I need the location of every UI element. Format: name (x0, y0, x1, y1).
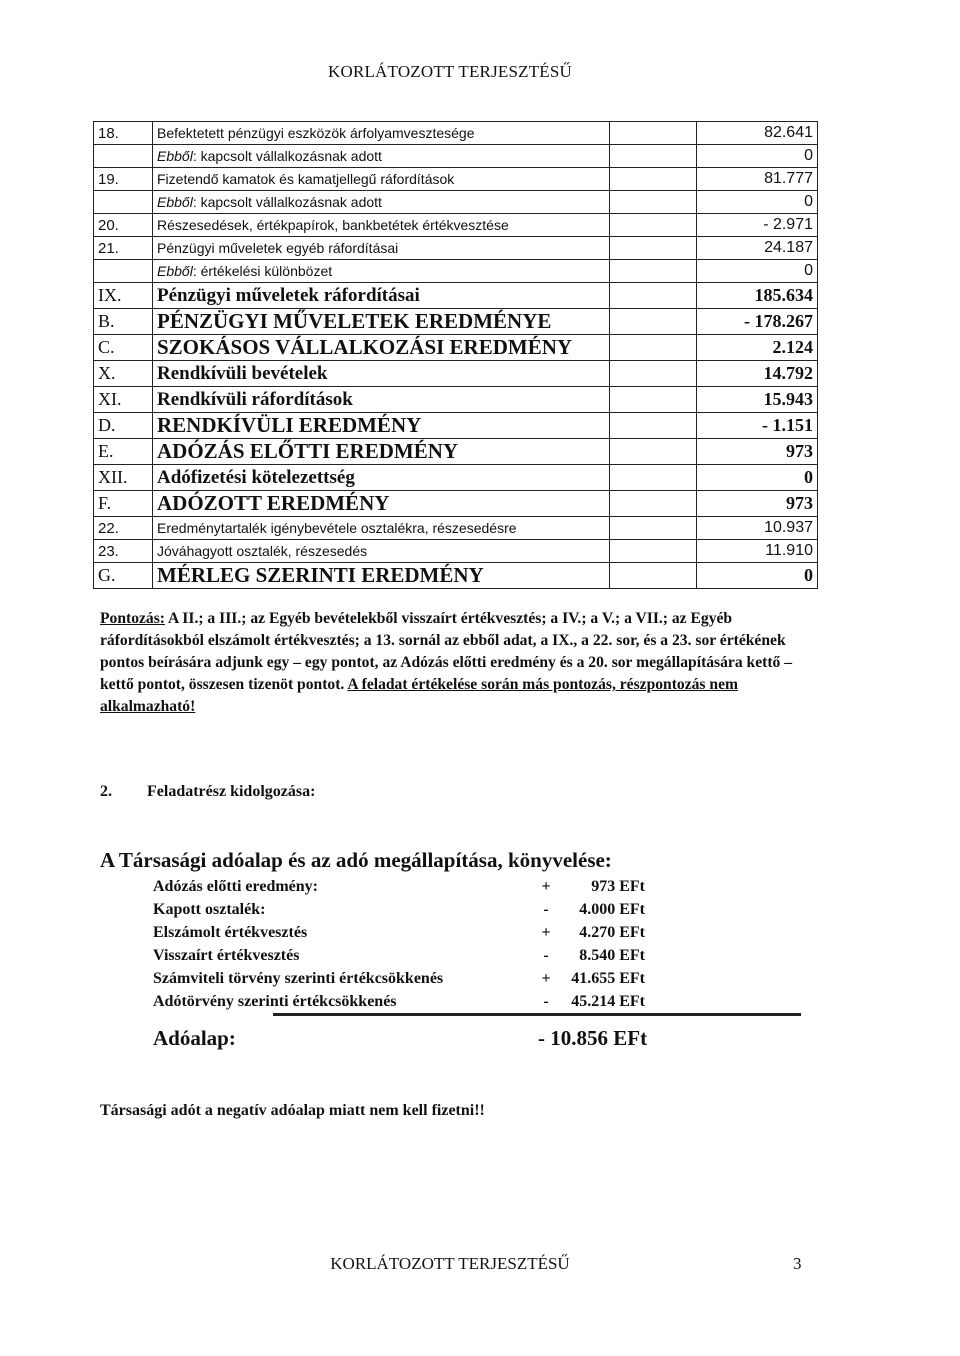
row-blank-cell (610, 563, 697, 589)
table-row (94, 387, 818, 413)
table-row (94, 335, 818, 361)
row-blank-cell (610, 122, 697, 145)
table-row (94, 260, 818, 283)
table-row (94, 122, 818, 145)
row-value: 973 (697, 491, 818, 517)
row-value: - 1.151 (697, 413, 818, 439)
row-blank-cell (610, 191, 697, 214)
row-value: 0 (697, 563, 818, 589)
row-blank-cell (610, 145, 697, 168)
row-code: 19. (94, 168, 153, 191)
row-value: 2.124 (697, 335, 818, 361)
row-label-text: Befektetett pénzügyi eszközök árfolyamvesztesége (157, 125, 475, 141)
row-label-text: Jóváhagyott osztalék, részesedés (157, 543, 368, 559)
final-note: Társasági adót a negatív adóalap miatt nem kell fizetni!! (100, 1102, 485, 1119)
tax-base-label: Adóalap: (153, 1026, 236, 1050)
row-label-text: Rendkívüli bevételek (157, 362, 328, 384)
section-number: 2. (100, 783, 112, 800)
scoring-warning: A feladat értékelése során más pontozás, részpontozás nem alkalmazható! (100, 676, 738, 715)
row-code (94, 145, 153, 168)
table-row (94, 465, 818, 491)
sum-rule (273, 1013, 801, 1016)
calc-label: Számviteli törvény szerinti értékcsökkenés (153, 970, 444, 987)
row-value: 0 (697, 465, 818, 491)
row-code: X. (94, 361, 153, 387)
table-row (94, 191, 818, 214)
calc-label: Adózás előtti eredmény: (153, 878, 318, 895)
section-heading (100, 783, 315, 801)
row-label-text: Adófizetési kötelezettség (157, 466, 355, 488)
row-code: C. (94, 335, 153, 361)
row-value: 0 (697, 191, 818, 214)
row-label-text: : kapcsolt vállalkozásnak adott (192, 148, 382, 164)
calc-sign: + (541, 924, 551, 941)
row-label (153, 309, 610, 335)
row-label-text: ADÓZÁS ELŐTTI EREDMÉNY (157, 439, 459, 463)
row-blank-cell (610, 361, 697, 387)
row-value: 15.943 (697, 387, 818, 413)
row-label-text: Pénzügyi műveletek ráfordításai (157, 284, 420, 306)
row-value: 0 (697, 145, 818, 168)
row-code: 22. (94, 517, 153, 540)
row-code: IX. (94, 283, 153, 309)
row-label (153, 260, 610, 283)
row-value: 82.641 (697, 122, 818, 145)
row-code (94, 191, 153, 214)
row-value: 11.910 (697, 540, 818, 563)
row-code: 20. (94, 214, 153, 237)
row-label-text: Rendkívüli ráfordítások (157, 388, 353, 410)
row-value: 81.777 (697, 168, 818, 191)
tax-title: A Társasági adóalap és az adó megállapítása, könyvelése: (100, 848, 612, 872)
row-label-text: Eredménytartalék igénybevétele osztalékra, részesedésre (157, 520, 517, 536)
calc-amount: 41.655 EFt (571, 970, 645, 987)
row-code: 21. (94, 237, 153, 260)
row-blank-cell (610, 237, 697, 260)
calc-amount: 8.540 EFt (579, 947, 645, 964)
row-label (153, 237, 610, 260)
scoring-lead: Pontozás: (100, 610, 165, 627)
calc-label: Visszaírt értékvesztés (153, 947, 300, 964)
row-label (153, 122, 610, 145)
calc-sign: + (541, 970, 551, 987)
row-label-text: Pénzügyi műveletek egyéb ráfordításai (157, 240, 399, 256)
row-blank-cell (610, 387, 697, 413)
row-label (153, 540, 610, 563)
row-code (94, 260, 153, 283)
row-label-text: RENDKÍVÜLI EREDMÉNY (157, 413, 422, 437)
page-header: KORLÁTOZOTT TERJESZTÉSŰ (327, 62, 573, 81)
row-blank-cell (610, 168, 697, 191)
calc-label: Elszámolt értékvesztés (153, 924, 308, 941)
section-text: Feladatrész kidolgozása: (147, 783, 316, 800)
calc-amount: 4.000 EFt (579, 901, 645, 918)
row-value: 973 (697, 439, 818, 465)
table-row (94, 237, 818, 260)
row-label-text: Részesedések, értékpapírok, bankbetétek értékvesztése (157, 217, 509, 233)
row-code: B. (94, 309, 153, 335)
row-blank-cell (610, 413, 697, 439)
row-label-text: : értékelési különbözet (192, 263, 333, 279)
row-value: 0 (697, 260, 818, 283)
page-footer: KORLÁTOZOTT TERJESZTÉSŰ (330, 1254, 570, 1273)
row-code: XI. (94, 387, 153, 413)
row-blank-cell (610, 214, 697, 237)
row-label (153, 413, 610, 439)
table-row (94, 168, 818, 191)
table-row (94, 491, 818, 517)
calc-amount: 45.214 EFt (571, 993, 645, 1010)
scoring-notes (100, 608, 812, 718)
row-value: 24.187 (697, 237, 818, 260)
calc-label: Adótörvény szerinti értékcsökkenés (153, 993, 397, 1010)
row-label (153, 563, 610, 589)
row-label (153, 465, 610, 491)
calc-amount: 973 EFt (591, 878, 645, 895)
row-blank-cell (610, 517, 697, 540)
row-label (153, 335, 610, 361)
row-code: D. (94, 413, 153, 439)
row-label (153, 491, 610, 517)
row-code: 23. (94, 540, 153, 563)
row-value: - 178.267 (697, 309, 818, 335)
row-code: F. (94, 491, 153, 517)
row-label (153, 361, 610, 387)
row-value: 10.937 (697, 517, 818, 540)
row-label-text: SZOKÁSOS VÁLLALKOZÁSI EREDMÉNY (157, 335, 573, 359)
row-blank-cell (610, 283, 697, 309)
table-row (94, 413, 818, 439)
row-value: 185.634 (697, 283, 818, 309)
row-label-prefix: Ebből (157, 148, 193, 164)
tax-base-value: - 10.856 EFt (538, 1026, 648, 1050)
row-value: 14.792 (697, 361, 818, 387)
row-label-prefix: Ebből (157, 194, 193, 210)
row-label (153, 283, 610, 309)
row-blank-cell (610, 335, 697, 361)
table-row (94, 309, 818, 335)
page-number: 3 (793, 1254, 802, 1273)
row-label-text: ADÓZOTT EREDMÉNY (157, 491, 390, 515)
row-label (153, 439, 610, 465)
row-label (153, 145, 610, 168)
row-label-text: MÉRLEG SZERINTI EREDMÉNY (157, 563, 484, 587)
income-statement-table (93, 121, 818, 589)
row-label (153, 214, 610, 237)
row-code: XII. (94, 465, 153, 491)
row-blank-cell (610, 260, 697, 283)
table-row (94, 145, 818, 168)
row-code: G. (94, 563, 153, 589)
row-label-text: Fizetendő kamatok és kamatjellegű ráfordítások (157, 171, 455, 187)
table-row (94, 361, 818, 387)
table-row (94, 283, 818, 309)
row-blank-cell (610, 540, 697, 563)
calc-sign: - (543, 901, 549, 918)
row-label (153, 517, 610, 540)
row-label-text: : kapcsolt vállalkozásnak adott (192, 194, 382, 210)
table-row (94, 214, 818, 237)
calc-sign: - (543, 993, 549, 1010)
row-label (153, 191, 610, 214)
row-blank-cell (610, 491, 697, 517)
calc-label: Kapott osztalék: (153, 901, 266, 918)
row-blank-cell (610, 465, 697, 491)
row-label-prefix: Ebből (157, 263, 193, 279)
calc-amount: 4.270 EFt (579, 924, 645, 941)
row-blank-cell (610, 439, 697, 465)
table-row (94, 563, 818, 589)
table-row (94, 540, 818, 563)
row-code: 18. (94, 122, 153, 145)
scoring-body: A II.; a III.; az Egyéb bevételekből visszaírt értékvesztés; a IV.; a V.; a VII.; az Egyéb ráfordításokból elszámolt értékvesztés; a 13. sornál az ebből adat, a IX., a 22. sor, és a 23. sor értékének pontos beírására adjunk egy – egy pontot, az Adózás előtti eredmény és a 20. sor megállapítására kettő – kettő pontot, összesen tizenöt pontot. (100, 610, 793, 693)
row-label (153, 168, 610, 191)
calc-sign: + (541, 878, 551, 895)
table-row (94, 439, 818, 465)
calc-sign: - (543, 947, 549, 964)
row-blank-cell (610, 309, 697, 335)
row-code: E. (94, 439, 153, 465)
table-row (94, 517, 818, 540)
row-label-text: PÉNZÜGYI MŰVELETEK EREDMÉNYE (157, 309, 552, 333)
row-value: - 2.971 (697, 214, 818, 237)
row-label (153, 387, 610, 413)
